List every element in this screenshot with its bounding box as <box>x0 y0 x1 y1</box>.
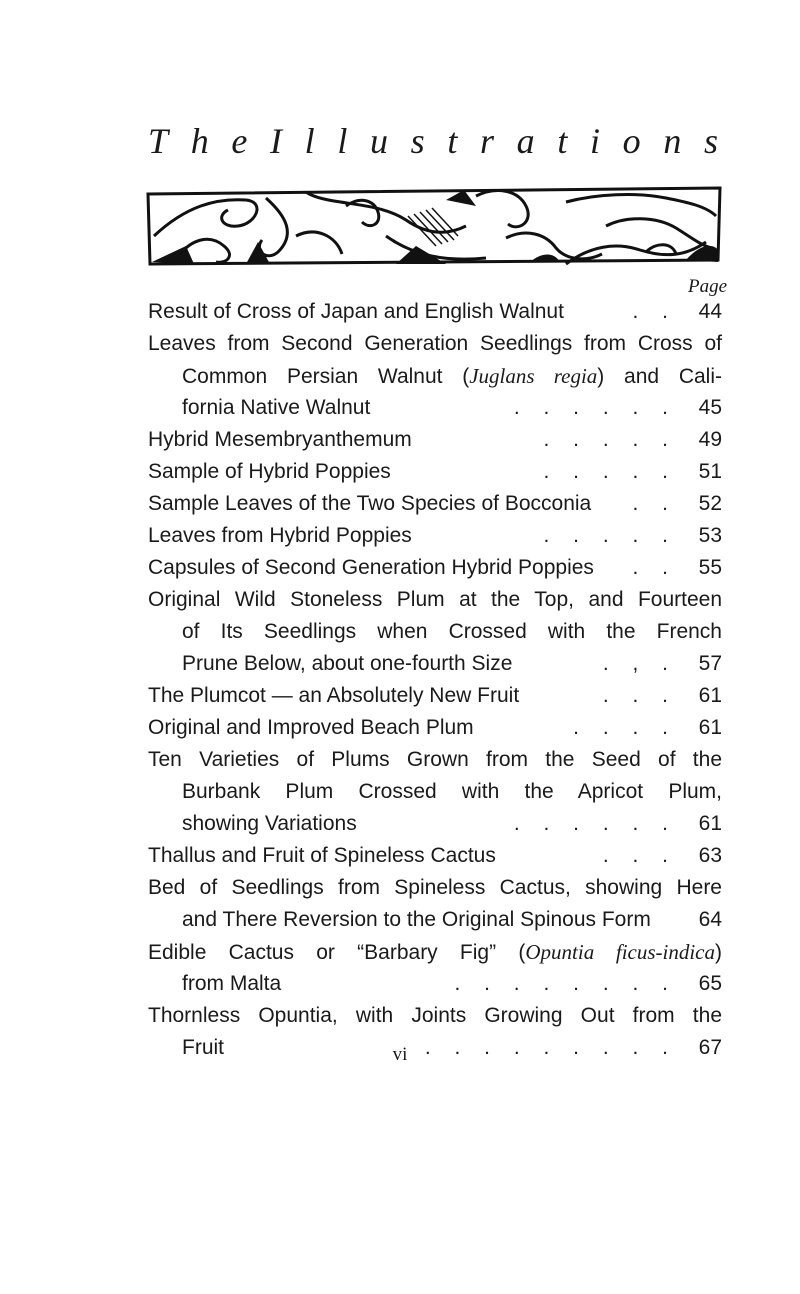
entry-caption-line: Sample of Hybrid Poppies . . . . . 51 <box>148 456 722 488</box>
entry-caption-line: Prune Below, about one-fourth Size . , . 57 <box>148 648 722 680</box>
page-number: 49 <box>698 428 722 451</box>
toc-entry <box>148 488 722 520</box>
title-letter: r <box>479 121 494 161</box>
page-number: 55 <box>698 556 722 579</box>
toc-entry <box>148 872 722 936</box>
toc-entry <box>148 424 722 456</box>
toc-entry <box>148 744 722 840</box>
page-column-header: Page <box>688 276 728 297</box>
dot-leaders: . . . . . <box>543 524 668 547</box>
entry-caption-line: Original Wild Stoneless Plum at the Top, and Fourteen <box>148 588 722 611</box>
title-letter: l <box>337 121 348 161</box>
page-number: 65 <box>698 972 722 995</box>
entry-caption-line: Sample Leaves of the Two Species of Bocconia . . 52 <box>148 488 722 520</box>
toc-entry <box>148 328 722 424</box>
title-letter: t <box>447 121 458 161</box>
dot-leaders: . . . . . <box>543 428 668 451</box>
dot-leaders: . . <box>632 556 668 579</box>
dot-leaders: . , . <box>602 652 668 675</box>
page-number: 52 <box>698 492 722 515</box>
title-letter: s <box>703 121 718 161</box>
toc-entry <box>148 296 722 328</box>
entry-caption-line: Thallus and Fruit of Spineless Cactus . . . 63 <box>148 840 722 872</box>
toc-entry <box>148 456 722 488</box>
title-letter: i <box>589 121 600 161</box>
entry-caption-line: Fruit . . . . . . . . . 67 <box>148 1032 722 1064</box>
page-number: 63 <box>698 844 722 867</box>
page-number: 45 <box>698 396 722 419</box>
entry-caption-line: Common Persian Walnut (Juglans regia) and Cali- <box>182 364 722 388</box>
toc-entry <box>148 840 722 872</box>
title-letter: T <box>148 121 169 161</box>
entry-caption-line: Hybrid Mesembryanthemum . . . . . 49 <box>148 424 722 456</box>
entry-caption-line: Leaves from Second Generation Seedlings from Cross of <box>148 332 722 355</box>
title-letter: o <box>622 121 641 161</box>
entry-caption-line: Leaves from Hybrid Poppies . . . . . 53 <box>148 520 722 552</box>
page-number: 44 <box>698 300 722 323</box>
entry-caption-line: Burbank Plum Crossed with the Apricot Plum, <box>182 780 722 803</box>
title-letter: n <box>663 121 682 161</box>
toc-entry <box>148 552 722 584</box>
page-number: 51 <box>698 460 722 483</box>
entry-caption-line: fornia Native Walnut . . . . . . 45 <box>148 392 722 424</box>
dot-leaders: . . . . . . . . <box>454 972 668 995</box>
title-letter: s <box>410 121 425 161</box>
dot-leaders: . . . . . . <box>513 812 668 835</box>
entry-caption-line: Result of Cross of Japan and English Walnut . . 44 <box>148 296 722 328</box>
page-number: 61 <box>698 812 722 835</box>
toc-entry <box>148 584 722 680</box>
toc-entry <box>148 520 722 552</box>
entry-caption-line: The Plumcot — an Absolutely New Fruit . . . 61 <box>148 680 722 712</box>
page-number: 53 <box>698 524 722 547</box>
entry-caption-line: Bed of Seedlings from Spineless Cactus, showing Here <box>148 876 722 899</box>
entry-caption-line: from Malta . . . . . . . . 65 <box>148 968 722 1000</box>
entry-caption-line: Ten Varieties of Plums Grown from the Seed of the <box>148 748 722 771</box>
page-folio: vi <box>392 1044 408 1065</box>
page-number: 61 <box>698 684 722 707</box>
toc-entry <box>148 936 722 1000</box>
dot-leaders: . . . <box>602 844 668 867</box>
dot-leaders: . . <box>632 300 668 323</box>
entry-caption-line: Original and Improved Beach Plum . . . . 61 <box>148 712 722 744</box>
title-letter: l <box>304 121 315 161</box>
dot-leaders: . . . . . . . . . <box>424 1036 668 1059</box>
toc-entry <box>148 712 722 744</box>
page-title <box>148 120 718 162</box>
dot-leaders: . . . . <box>573 716 668 739</box>
entry-caption-line: Capsules of Second Generation Hybrid Poppies . . 55 <box>148 552 722 584</box>
floral-ornament-banner <box>146 176 722 268</box>
page-number: 57 <box>698 652 722 675</box>
entry-caption-line: Thornless Opuntia, with Joints Growing Out from the <box>148 1004 722 1027</box>
title-letter: e <box>231 121 248 161</box>
entry-caption-line: showing Variations . . . . . . 61 <box>148 808 722 840</box>
title-letter: I <box>269 121 282 161</box>
entry-caption-line: and There Reversion to the Original Spinous Form 64 <box>148 904 722 936</box>
title-letter: t <box>557 121 568 161</box>
entry-caption-line: Edible Cactus or “Barbary Fig” (Opuntia ficus-indica) <box>148 940 722 964</box>
page-number: 67 <box>698 1036 722 1059</box>
title-letter: u <box>369 121 388 161</box>
dot-leaders: . . <box>632 492 668 515</box>
dot-leaders: . . . <box>602 684 668 707</box>
title-letter: a <box>516 121 535 161</box>
dot-leaders: . . . . . <box>543 460 668 483</box>
page-number: 61 <box>698 716 722 739</box>
toc-entry <box>148 680 722 712</box>
page-number: 64 <box>698 908 722 931</box>
title-letter: h <box>190 121 209 161</box>
entry-caption-line: of Its Seedlings when Crossed with the French <box>182 620 722 643</box>
dot-leaders: . . . . . . <box>513 396 668 419</box>
illustrations-list <box>148 296 722 1064</box>
